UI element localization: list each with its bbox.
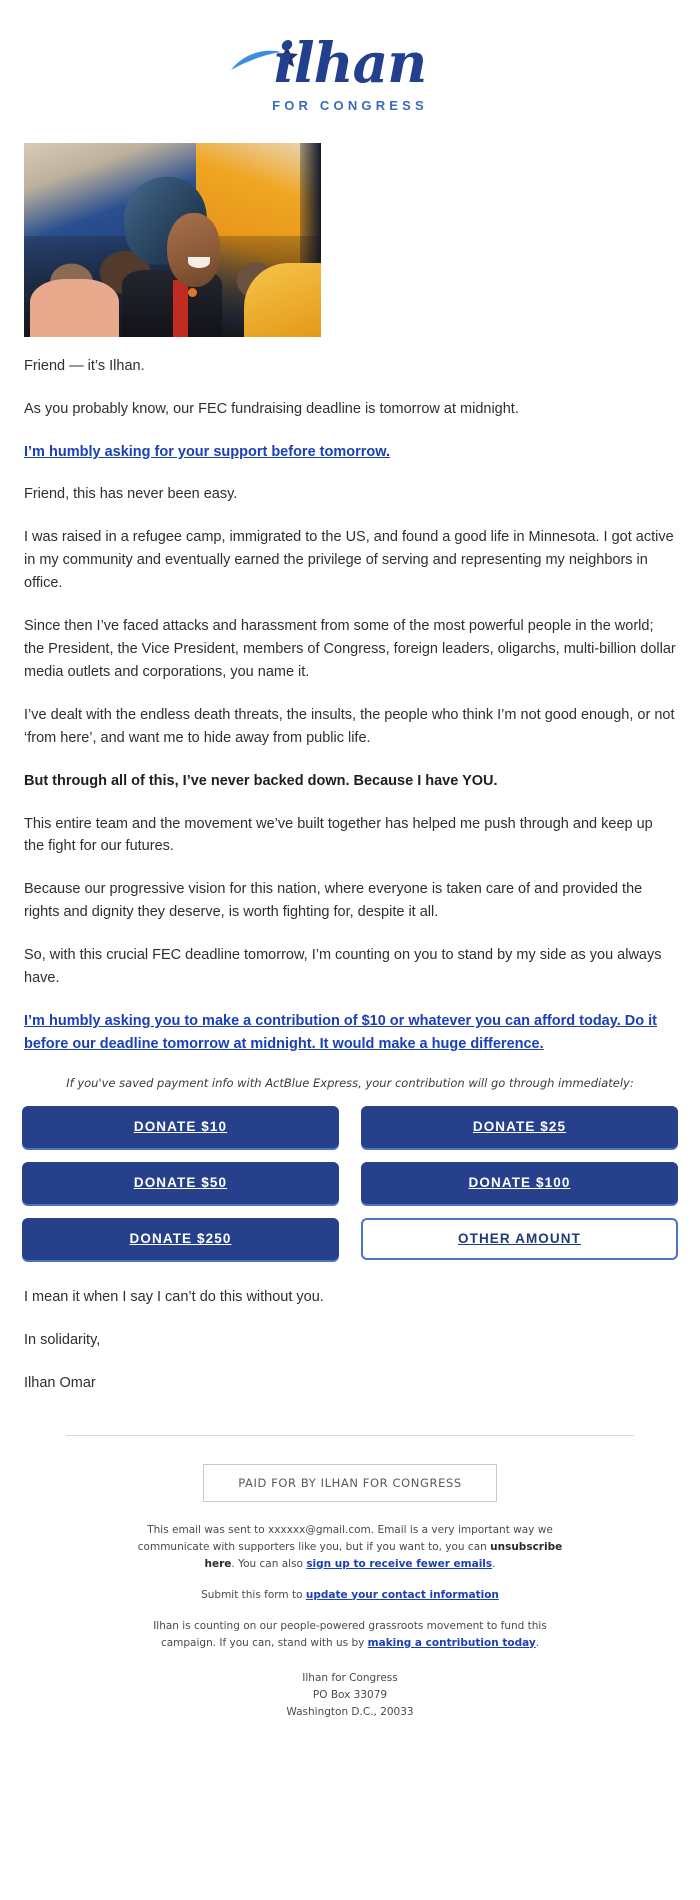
paragraph-attacks: Since then I’ve faced attacks and harassment from some of the most powerful people in the world; the President, the Vice President, members of Congress, foreign leaders, oligarchs, multi-billion dollar media outlets and corporations, you name it. xyxy=(24,618,676,680)
paid-for-disclaimer: PAID FOR BY ILHAN FOR CONGRESS xyxy=(203,1464,497,1502)
photo-bystander xyxy=(30,279,119,337)
donate-button-grid xyxy=(0,1106,700,1260)
email-footer xyxy=(0,1435,700,1746)
signature-name: Ilhan Omar xyxy=(24,1374,96,1391)
paragraph-vision: Because our progressive vision for this nation, where everyone is taken care of and provided the rights and dignity they deserve, is worth fighting for, despite it all. xyxy=(24,881,643,921)
footer-divider xyxy=(66,1435,634,1436)
paragraph-never-backed-down: But through all of this, I’ve never backed down. Because I have YOU. xyxy=(24,772,498,789)
closing-line-1: I mean it when I say I can’t do this without you. xyxy=(24,1288,324,1305)
logo-tagline: FOR CONGRESS xyxy=(272,97,428,113)
campaign-logo xyxy=(235,30,465,113)
donate-25-button[interactable]: DONATE $25 xyxy=(361,1106,678,1148)
support-link[interactable]: I’m humbly asking for your support before tomorrow. xyxy=(24,443,391,460)
donate-100-button[interactable]: DONATE $100 xyxy=(361,1162,678,1204)
closing-line-2: In solidarity, xyxy=(24,1331,101,1348)
submit-form-text: Submit this form to xyxy=(201,1588,306,1601)
donate-250-button[interactable]: DONATE $250 xyxy=(22,1218,339,1260)
email-closing xyxy=(0,1286,700,1395)
email-content xyxy=(0,337,700,1090)
photo-scarf xyxy=(173,280,188,337)
paragraph-never-easy: Friend, this has never been easy. xyxy=(24,486,238,503)
contribution-link[interactable]: I’m humbly asking you to make a contribution of $10 or whatever you can afford today. Do it before our deadline tomorrow at midnight. It would make a huge difference. xyxy=(24,1012,658,1052)
paragraph-deadline: As you probably know, our FEC fundraising deadline is tomorrow at midnight. xyxy=(24,400,519,417)
photo-lapel-pin xyxy=(188,288,197,297)
unsubscribe-text: unsubscribe here xyxy=(204,1540,563,1570)
logo-wordmark: ilhan xyxy=(273,30,427,95)
disclaimer-text-c: . xyxy=(492,1557,496,1570)
donate-10-button[interactable]: DONATE $10 xyxy=(22,1106,339,1148)
paragraph-team: This entire team and the movement we’ve built together has helped me push through and keep up the fight for our futures. xyxy=(24,815,653,855)
actblue-express-note: If you've saved payment info with ActBlue Express, your contribution will go through immediately: xyxy=(66,1075,634,1090)
email-disclaimer xyxy=(130,1522,570,1573)
email-header xyxy=(0,0,700,137)
address-line-1: Ilhan for Congress xyxy=(302,1671,398,1684)
disclaimer-text-b: . You can also xyxy=(231,1557,307,1570)
paragraph-background: I was raised in a refugee camp, immigrated to the US, and found a good life in Minnesota. I got active in my community and eventually earned the privilege of serving and representing my neighbors in office. xyxy=(24,529,674,592)
update-contact-row xyxy=(130,1587,570,1604)
grassroots-text-b: . xyxy=(535,1636,540,1649)
grassroots-text-a: Ilhan is counting on our people-powered grassroots movement to fund this campaign. If you can, stand with us by xyxy=(153,1619,547,1649)
hero-image-row xyxy=(0,137,700,337)
address-line-3: Washington D.C., 20033 xyxy=(286,1706,414,1719)
other-amount-button[interactable]: OTHER AMOUNT xyxy=(361,1218,678,1260)
paragraph-counting-on-you: So, with this crucial FEC deadline tomorrow, I’m counting on you to stand by my side as you always have. xyxy=(24,947,662,987)
disclaimer-text-a: This email was sent to xxxxxx@gmail.com. Email is a very important way we communicate with supporters like you, but if you want to, you can xyxy=(137,1523,553,1553)
fewer-emails-link[interactable]: sign up to receive fewer emails xyxy=(306,1557,493,1570)
paragraph-threats: I’ve dealt with the endless death threats, the insults, the people who think I’m not good enough, or not ‘from here’, and want me to hide away from public life. xyxy=(24,706,675,746)
grassroots-row xyxy=(130,1618,570,1652)
update-contact-link[interactable]: update your contact information xyxy=(305,1588,499,1601)
paragraph-greeting: Friend — it’s Ilhan. xyxy=(24,357,145,374)
address-line-2: PO Box 33079 xyxy=(312,1688,388,1701)
mailing-address xyxy=(24,1670,676,1722)
photo-face xyxy=(167,213,220,286)
hero-photo xyxy=(24,143,321,337)
make-contribution-link[interactable]: making a contribution today xyxy=(367,1636,536,1649)
photo-ilhan-omar xyxy=(122,170,229,337)
donate-50-button[interactable]: DONATE $50 xyxy=(22,1162,339,1204)
